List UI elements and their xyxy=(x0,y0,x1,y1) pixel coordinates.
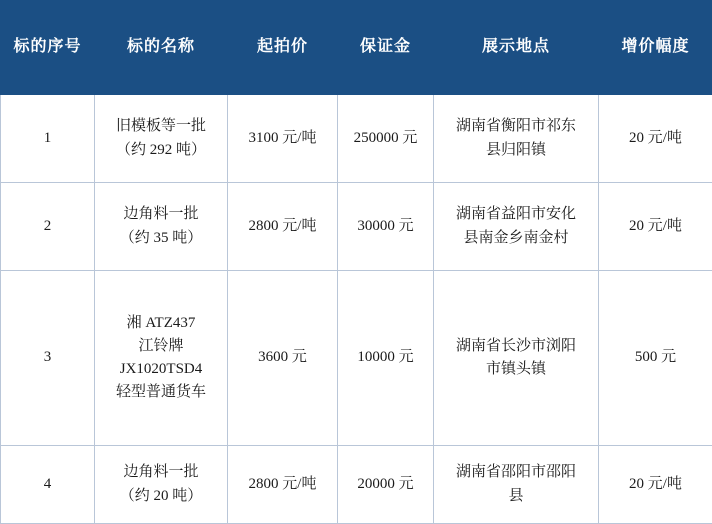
column-header-deposit: 保证金 xyxy=(338,1,434,95)
cell-lot-name xyxy=(95,95,228,183)
lot-name-line: 边角料一批 xyxy=(98,203,224,226)
cell-lot-number: 4 xyxy=(1,446,95,524)
table-header xyxy=(1,1,712,95)
column-header-starting-price: 起拍价 xyxy=(228,1,338,95)
cell-bid-increment: 20 元/吨 xyxy=(599,183,712,271)
lot-name-line: JX1020TSD4 xyxy=(98,358,224,381)
location-line: 湖南省邵阳市邵阳 xyxy=(437,461,595,484)
cell-deposit: 10000 元 xyxy=(338,271,434,446)
cell-starting-price: 2800 元/吨 xyxy=(228,446,338,524)
lot-name-line: （约 20 吨） xyxy=(98,485,224,508)
cell-lot-number: 3 xyxy=(1,271,95,446)
cell-starting-price: 3600 元 xyxy=(228,271,338,446)
location-line: 湖南省益阳市安化 xyxy=(437,203,595,226)
table-row xyxy=(1,95,712,183)
lot-name-line: 边角料一批 xyxy=(98,461,224,484)
cell-deposit: 250000 元 xyxy=(338,95,434,183)
location-line: 湖南省衡阳市祁东 xyxy=(437,115,595,138)
cell-display-location xyxy=(434,183,599,271)
table-body xyxy=(1,95,712,524)
cell-lot-number: 2 xyxy=(1,183,95,271)
location-line: 县 xyxy=(437,485,595,508)
table-row xyxy=(1,271,712,446)
table-row xyxy=(1,446,712,524)
lot-name-line: 湘 ATZ437 xyxy=(98,312,224,335)
cell-starting-price: 2800 元/吨 xyxy=(228,183,338,271)
lot-name-line: （约 35 吨） xyxy=(98,227,224,250)
lot-name-line: 旧模板等一批 xyxy=(98,115,224,138)
cell-starting-price: 3100 元/吨 xyxy=(228,95,338,183)
column-header-lot-number: 标的序号 xyxy=(1,1,95,95)
cell-deposit: 20000 元 xyxy=(338,446,434,524)
cell-display-location xyxy=(434,446,599,524)
cell-lot-number: 1 xyxy=(1,95,95,183)
cell-deposit: 30000 元 xyxy=(338,183,434,271)
table-header-row xyxy=(1,1,712,95)
cell-lot-name xyxy=(95,183,228,271)
cell-lot-name xyxy=(95,446,228,524)
cell-display-location xyxy=(434,271,599,446)
location-line: 市镇头镇 xyxy=(437,358,595,381)
column-header-lot-name: 标的名称 xyxy=(95,1,228,95)
location-line: 县南金乡南金村 xyxy=(437,227,595,250)
table-row xyxy=(1,183,712,271)
lot-name-line: 轻型普通货车 xyxy=(98,381,224,404)
lot-name-line: （约 292 吨） xyxy=(98,139,224,162)
column-header-display-location: 展示地点 xyxy=(434,1,599,95)
lot-name-line: 江铃牌 xyxy=(98,335,224,358)
cell-lot-name xyxy=(95,271,228,446)
cell-display-location xyxy=(434,95,599,183)
location-line: 县归阳镇 xyxy=(437,139,595,162)
cell-bid-increment: 500 元 xyxy=(599,271,712,446)
cell-bid-increment: 20 元/吨 xyxy=(599,95,712,183)
location-line: 湖南省长沙市浏阳 xyxy=(437,335,595,358)
cell-bid-increment: 20 元/吨 xyxy=(599,446,712,524)
column-header-bid-increment: 增价幅度 xyxy=(599,1,712,95)
